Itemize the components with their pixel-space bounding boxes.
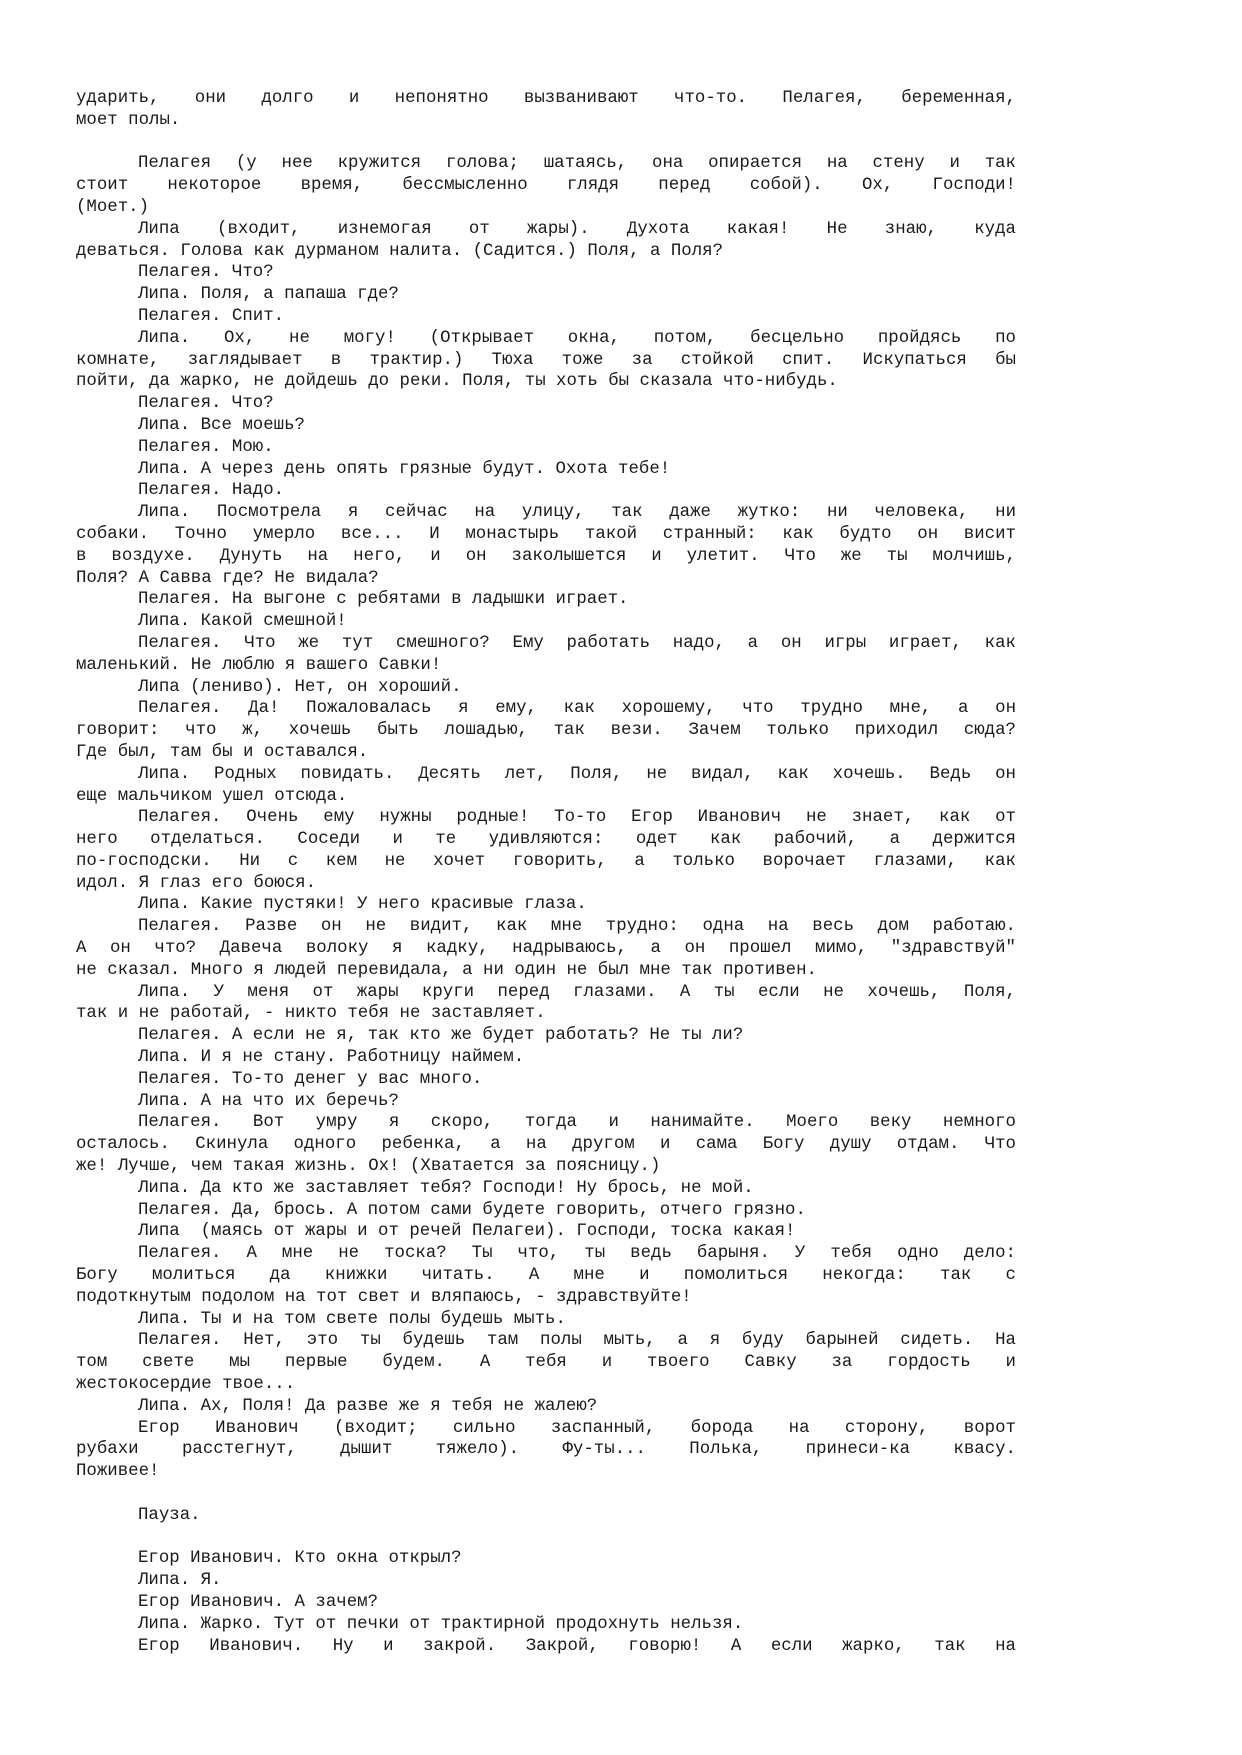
text-line: Егор Иванович. А зачем? bbox=[138, 1592, 379, 1612]
text-line: не сказал. Много я людей перевидала, а ни один не был мне так противен. bbox=[76, 960, 817, 980]
text-line: Пелагея (у нее кружится голова; шатаясь, она опирается на стену и так bbox=[138, 154, 1016, 174]
text-line: Пелагея. Очень ему нужны родные! То-то Егор Иванович не знает, как от bbox=[138, 808, 1016, 828]
text-line: Липа (входит, изнемогая от жары). Духота какая! Не знаю, куда bbox=[138, 219, 1016, 239]
text-line: жестокосердие твое... bbox=[76, 1375, 296, 1395]
text-line: осталось. Скинула одного ребенка, а на другом и сама Богу душу отдам. Что bbox=[76, 1135, 1016, 1155]
text-line: Пелагея. Надо. bbox=[138, 481, 285, 501]
text-line: Липа. Ты и на том свете полы будешь мыть. bbox=[138, 1309, 566, 1329]
text-line: ударить, они долго и непонятно вызванивают что-то. Пелагея, беременная, bbox=[76, 89, 1016, 108]
text-line: Липа. Какой смешной! bbox=[138, 612, 347, 632]
blank-line bbox=[76, 132, 1016, 154]
text-line: идол. Я глаз его боюся. bbox=[76, 873, 317, 893]
text-line: Пелагея. Да! Пожаловалась я ему, как хорошему, что трудно мне, а он bbox=[138, 699, 1016, 719]
text-line: Пелагея. Нет, это ты будешь там полы мыть, а я буду барыней сидеть. На bbox=[138, 1331, 1016, 1351]
text-line: Липа (маясь от жары и от речей Пелагеи). Господи, тоска какая! bbox=[138, 1222, 796, 1242]
text-line: Липа. Поля, а папаша где? bbox=[138, 285, 399, 305]
play-text bbox=[76, 88, 1016, 1657]
text-line: Пауза. bbox=[138, 1505, 201, 1525]
text-line: Пелагея. Разве он не видит, как мне трудно: одна на весь дом работаю. bbox=[138, 917, 1016, 937]
text-line: Пелагея. А мне не тоска? Ты что, ты ведь барыня. У тебя одно дело: bbox=[138, 1244, 1016, 1264]
text-line: Липа. Ох, не могу! (Открывает окна, потом, бесцельно пройдясь по bbox=[138, 328, 1016, 348]
text-line: А он что? Давеча волоку я кадку, надрываюсь, а он прошел мимо, "здравствуй" bbox=[76, 939, 1016, 959]
text-line: Липа (лениво). Нет, он хороший. bbox=[138, 677, 462, 697]
text-line: Пелагея. А если не я, так кто же будет работать? Не ты ли? bbox=[138, 1026, 744, 1046]
text-line: Где был, там бы и оставался. bbox=[76, 742, 369, 762]
text-line: Егор Иванович. Ну и закрой. Закрой, говорю! А если жарко, так на bbox=[138, 1636, 1016, 1656]
blank-line bbox=[76, 1527, 1016, 1549]
text-line: Пелагея. Что же тут смешного? Ему работать надо, а он игры играет, как bbox=[138, 633, 1016, 653]
text-line: подоткнутым подолом на тот свет и вляпаюсь, - здравствуйте! bbox=[76, 1287, 692, 1307]
text-line: деваться. Голова как дурманом налита. (Садится.) Поля, а Поля? bbox=[76, 241, 724, 261]
text-line: Липа. У меня от жары круги перед глазами. А ты если не хочешь, Поля, bbox=[138, 982, 1016, 1002]
text-line: Липа. Родных повидать. Десять лет, Поля, не видал, как хочешь. Ведь он bbox=[138, 764, 1016, 784]
text-line: Пелагея. Что? bbox=[138, 394, 274, 414]
text-line: Липа. Посмотрела я сейчас на улицу, так даже жутко: ни человека, ни bbox=[138, 503, 1016, 523]
text-line: Липа. И я не стану. Работницу наймем. bbox=[138, 1048, 525, 1068]
text-line: Богу молиться да книжки читать. А мне и помолиться некогда: так с bbox=[76, 1266, 1016, 1286]
text-line: маленький. Не люблю я вашего Савки! bbox=[76, 655, 442, 675]
text-line: Липа. А через день опять грязные будут. Охота тебе! bbox=[138, 459, 671, 479]
blank-line bbox=[76, 1483, 1016, 1505]
text-line: Пелагея. Спит. bbox=[138, 306, 285, 326]
text-line: рубахи расстегнут, дышит тяжело). Фу-ты... Полька, принеси-ка квасу. bbox=[76, 1440, 1016, 1460]
text-line: Липа. Какие пустяки! У него красивые глаза. bbox=[138, 895, 587, 915]
text-line: Поля? А Савва где? Не видала? bbox=[76, 568, 379, 588]
text-line: том свете мы первые будем. А тебя и твоего Савку за гордость и bbox=[76, 1353, 1016, 1373]
text-line: в воздухе. Дунуть на него, и он заколышется и улетит. Что же ты молчишь, bbox=[76, 546, 1016, 566]
text-line: Липа. Жарко. Тут от печки от трактирной продохнуть нельзя. bbox=[138, 1614, 744, 1634]
text-line: пойти, да жарко, не дойдешь до реки. Поля, ты хоть бы сказала что-нибудь. bbox=[76, 372, 838, 392]
text-line: Липа. Да кто же заставляет тебя? Господи! Ну брось, не мой. bbox=[138, 1178, 754, 1198]
text-line: стоит некоторое время, бессмысленно глядя перед собой). Ох, Господи! bbox=[76, 176, 1016, 196]
text-line: говорит: что ж, хочешь быть лошадью, так вези. Зачем только приходил сюда? bbox=[76, 721, 1016, 741]
text-line: так и не работай, - никто тебя не заставляет. bbox=[76, 1004, 546, 1024]
text-line: по-господски. Ни с кем не хочет говорить, а только ворочает глазами, как bbox=[76, 851, 1016, 871]
text-line: собаки. Точно умерло все... И монастырь такой странный: как будто он висит bbox=[76, 524, 1016, 544]
text-line: Пелагея. То-то денег у вас много. bbox=[138, 1069, 483, 1089]
text-line: Липа. Все моешь? bbox=[138, 415, 305, 435]
text-line: него отделаться. Соседи и те удивляются: одет как рабочий, а держится bbox=[76, 830, 1016, 850]
text-line: Пелагея. На выгоне с ребятами в ладышки играет. bbox=[138, 590, 629, 610]
text-line: еще мальчиком ушел отсюда. bbox=[76, 786, 348, 806]
text-line: Пелагея. Что? bbox=[138, 263, 274, 283]
text-line: Липа. Ах, Поля! Да разве же я тебя не жалею? bbox=[138, 1396, 598, 1416]
text-line: Липа. Я. bbox=[138, 1571, 222, 1591]
text-line: Пелагея. Да, брось. А потом сами будете говорить, отчего грязно. bbox=[138, 1200, 806, 1220]
text-line: Пелагея. Вот умру я скоро, тогда и нанимайте. Моего веку немного bbox=[138, 1113, 1016, 1133]
text-line: Егор Иванович. Кто окна открыл? bbox=[138, 1549, 462, 1569]
text-line: Поживее! bbox=[76, 1462, 160, 1482]
text-line: Пелагея. Мою. bbox=[138, 437, 274, 457]
text-line: Липа. А на что их беречь? bbox=[138, 1091, 399, 1111]
text-line: (Моет.) bbox=[76, 197, 150, 217]
text-line: моет полы. bbox=[76, 110, 181, 130]
text-line: Егор Иванович (входит; сильно заспанный, борода на сторону, ворот bbox=[138, 1418, 1016, 1438]
text-line: же! Лучше, чем такая жизнь. Ох! (Хватается за поясницу.) bbox=[76, 1157, 661, 1177]
text-line: комнате, заглядывает в трактир.) Тюха тоже за стойкой спит. Искупаться бы bbox=[76, 350, 1016, 370]
